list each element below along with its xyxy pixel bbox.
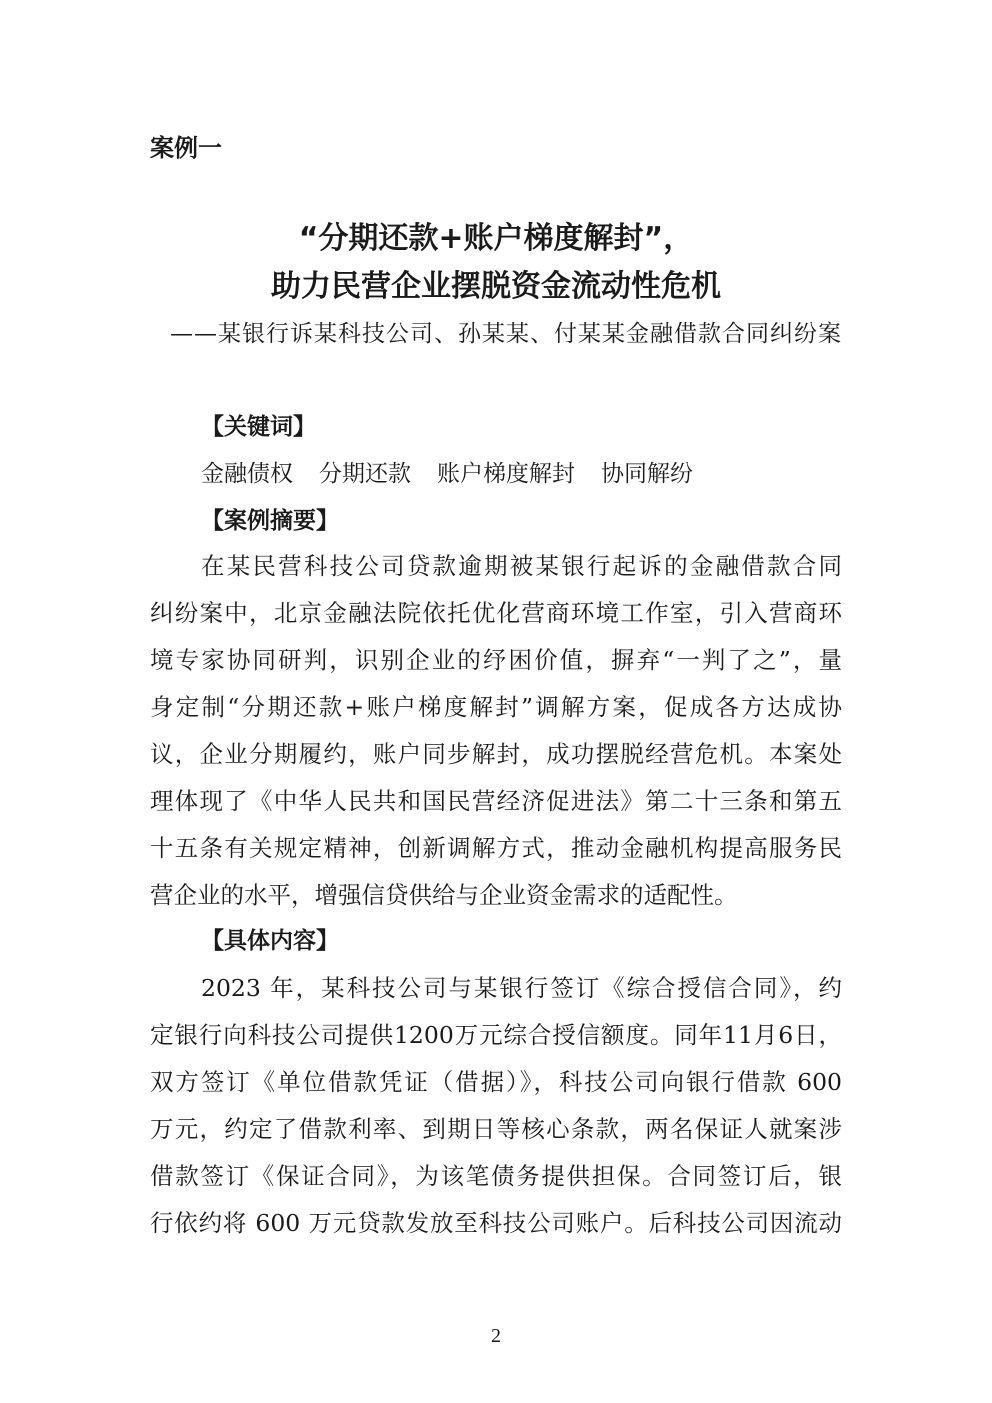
page-number: 2 [491, 1325, 501, 1347]
keyword-item: 分期还款 [319, 461, 411, 487]
abstract-line: 身定制“分期还款+账户梯度解封”调解方案，促成各方达成协 [150, 693, 842, 721]
abstract-line: 十五条有关规定精神，创新调解方式，推动金融机构提高服务民 [150, 834, 842, 862]
case-label: 案例一 [150, 134, 222, 162]
keyword-item: 账户梯度解封 [437, 461, 575, 487]
detail-line: 双方签订《单位借款凭证（借据）》，科技公司向银行借款 600 [150, 1068, 842, 1096]
abstract-line: 理体现了《中华人民共和国民营经济促进法》第二十三条和第五 [150, 787, 842, 815]
abstract-line: 境专家协同研判，识别企业的纾困价值，摒弃“一判了之”，量 [150, 646, 842, 674]
abstract-heading: 【案例摘要】 [201, 508, 339, 534]
detail-heading: 【具体内容】 [201, 928, 339, 954]
detail-line: 行依约将 600 万元贷款发放至科技公司账户。后科技公司因流动 [150, 1209, 842, 1237]
detail-line: 借款签订《保证合同》，为该笔债务提供担保。合同签订后，银 [150, 1162, 842, 1190]
detail-line: 2023 年，某科技公司与某银行签订《综合授信合同》，约 [201, 974, 842, 1002]
case-subtitle: ——某银行诉某科技公司、孙某某、付某某金融借款合同纠纷案 [170, 321, 842, 347]
abstract-line: 议，企业分期履约，账户同步解封，成功摆脱经营危机。本案处 [150, 740, 842, 768]
keyword-item: 协同解纷 [601, 461, 693, 487]
case-title-line-2: 助力民营企业摆脱资金流动性危机 [271, 269, 721, 304]
abstract-line: 营企业的水平，增强信贷供给与企业资金需求的适配性。 [150, 881, 738, 909]
keywords-heading: 【关键词】 [201, 414, 316, 440]
keyword-item: 金融债权 [201, 461, 293, 487]
case-title-line-1: “分期还款+账户梯度解封”， [298, 221, 694, 256]
keywords-list [201, 456, 719, 492]
abstract-line: 在某民营科技公司贷款逾期被某银行起诉的金融借款合同 [201, 552, 842, 580]
abstract-line: 纠纷案中，北京金融法院依托优化营商环境工作室，引入营商环 [150, 599, 842, 627]
detail-line: 万元，约定了借款利率、到期日等核心条款，两名保证人就案涉 [150, 1115, 842, 1143]
detail-line: 定银行向科技公司提供1200万元综合授信额度。同年11月6日， [150, 1021, 842, 1049]
